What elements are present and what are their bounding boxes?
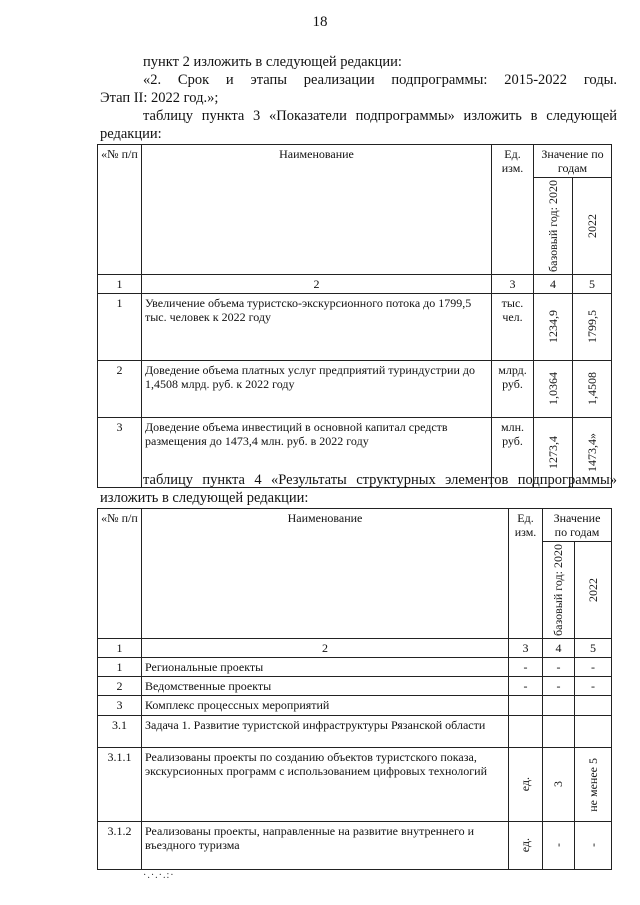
paragraph-table3-intro: таблицу пункта 3 «Показатели подпрограммы» изложить в следующей — [143, 108, 617, 124]
paragraph-table4-intro: таблицу пункта 4 «Результаты структурных элементов подпрограммы» — [143, 472, 617, 488]
header-base-year: базовый год: 2020 — [543, 542, 575, 639]
header-unit: Ед. изм. — [492, 145, 534, 275]
table-row: 2 Ведомственные проекты - - - — [98, 676, 612, 695]
header-target-year: 2022 — [575, 542, 612, 639]
header-num: «№ п/п — [98, 145, 142, 275]
paragraph-edition: редакции: — [100, 126, 162, 142]
results-table — [97, 508, 612, 870]
table-row: 2 Доведение объема платных услуг предприятий туриндустрии до 1,4508 млрд. руб. к 2022 году млрд. руб. 1,0364 1,4508 — [98, 360, 612, 417]
header-num: «№ п/п — [98, 509, 142, 639]
paragraph-item2: пункт 2 изложить в следующей редакции: — [143, 54, 402, 70]
paragraph-stage: Этап II: 2022 год.»; — [100, 90, 219, 106]
table-row: 3 Комплекс процессных мероприятий — [98, 695, 612, 715]
table-row: 3 Доведение объема инвестиций в основной капитал средств размещения до 1473,4 млн. руб. в 2022 году млн. руб. 1273,4 1473,4» — [98, 417, 612, 487]
table-row: 1 Региональные проекты - - - — [98, 657, 612, 676]
index-row: 1 2 3 4 5 — [98, 638, 612, 657]
header-values: Значение по годам — [534, 145, 612, 178]
indicators-table — [97, 144, 612, 488]
scan-mark: ·.·.·.:· — [143, 870, 175, 881]
header-values: Значение по годам — [543, 509, 612, 542]
paragraph-term: «2. Срок и этапы реализации подпрограммы: 2015-2022 годы. — [143, 72, 617, 88]
header-unit: Ед. изм. — [509, 509, 543, 639]
paragraph-edition-2: изложить в следующей редакции: — [100, 490, 309, 506]
table-row: 3.1.2 Реализованы проекты, направленные на развитие внутреннего и въездного туризма ед. - - — [98, 821, 612, 869]
table-row: 3.1.1 Реализованы проекты по созданию объектов туристского показа, экскурсионных программ с использованием цифровых технологий ед. 3 не менее 5 — [98, 747, 612, 821]
header-name: Наименование — [142, 509, 509, 639]
header-target-year: 2022 — [573, 178, 612, 275]
table-row: 3.1 Задача 1. Развитие туристской инфраструктуры Рязанской области — [98, 715, 612, 747]
index-row: 1 2 3 4 5 — [98, 274, 612, 293]
table-row: 1 Увеличение объема туристско-экскурсионного потока до 1799,5 тыс. человек к 2022 году тыс. чел. 1234,9 1799,5 — [98, 293, 612, 360]
page-number: 18 — [312, 14, 328, 30]
header-name: Наименование — [142, 145, 492, 275]
header-base-year: базовый год: 2020 — [534, 178, 573, 275]
